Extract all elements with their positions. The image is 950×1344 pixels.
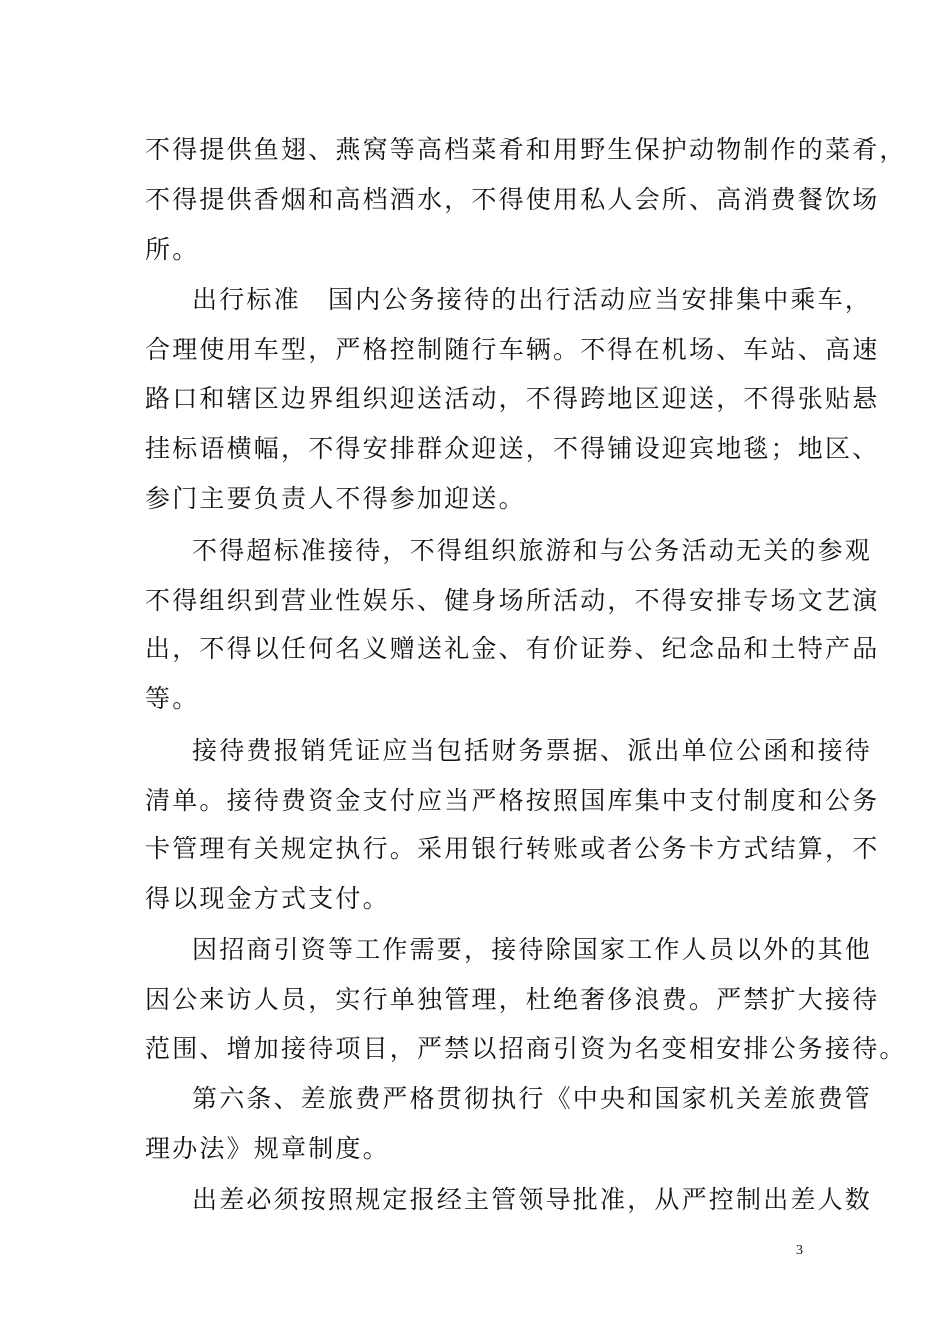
text-line: 卡管理有关规定执行。采用银行转账或者公务卡方式结算，不 [145, 834, 880, 863]
page-number: 3 [796, 1243, 803, 1258]
text-line: 不得组织到营业性娱乐、健身场所活动，不得安排专场文艺演 [145, 586, 880, 615]
text-line: 出差必须按照规定报经主管领导批准，从严控制出差人数 [192, 1185, 873, 1214]
text-line: 挂标语横幅，不得安排群众迎送，不得铺设迎宾地毯；地区、 [145, 434, 880, 463]
text-line: 路口和辖区边界组织迎送活动，不得跨地区迎送，不得张贴悬 [145, 384, 880, 413]
text-line: 因公来访人员，实行单独管理，杜绝奢侈浪费。严禁扩大接待 [145, 985, 880, 1014]
text-line: 清单。接待费资金支付应当严格按照国库集中支付制度和公务 [145, 786, 880, 815]
text-line: 不得提供鱼翅、燕窝等高档菜肴和用野生保护动物制作的菜肴， [145, 135, 907, 164]
text-line: 得以现金方式支付。 [145, 884, 390, 913]
text-line: 出行标准 国内公务接待的出行活动应当安排集中乘车， [192, 285, 873, 314]
text-line: 接待费报销凭证应当包括财务票据、派出单位公函和接待 [192, 736, 873, 765]
text-line: 第六条、差旅费严格贯彻执行《中央和国家机关差旅费管 [192, 1084, 873, 1113]
text-line: 所。 [145, 235, 200, 264]
text-line: 因招商引资等工作需要，接待除国家工作人员以外的其他 [192, 935, 873, 964]
text-line: 范围、增加接待项目，严禁以招商引资为名变相安排公务接待。 [145, 1034, 907, 1063]
text-line: 出，不得以任何名义赠送礼金、有价证券、纪念品和土特产品 [145, 634, 880, 663]
text-line: 理办法》规章制度。 [145, 1134, 390, 1163]
text-line: 等。 [145, 684, 200, 713]
text-line: 不得超标准接待，不得组织旅游和与公务活动无关的参观 [192, 536, 873, 565]
text-line: 合理使用车型，严格控制随行车辆。不得在机场、车站、高速 [145, 335, 880, 364]
text-line: 不得提供香烟和高档酒水，不得使用私人会所、高消费餐饮场 [145, 185, 880, 214]
text-line: 参门主要负责人不得参加迎送。 [145, 484, 526, 513]
